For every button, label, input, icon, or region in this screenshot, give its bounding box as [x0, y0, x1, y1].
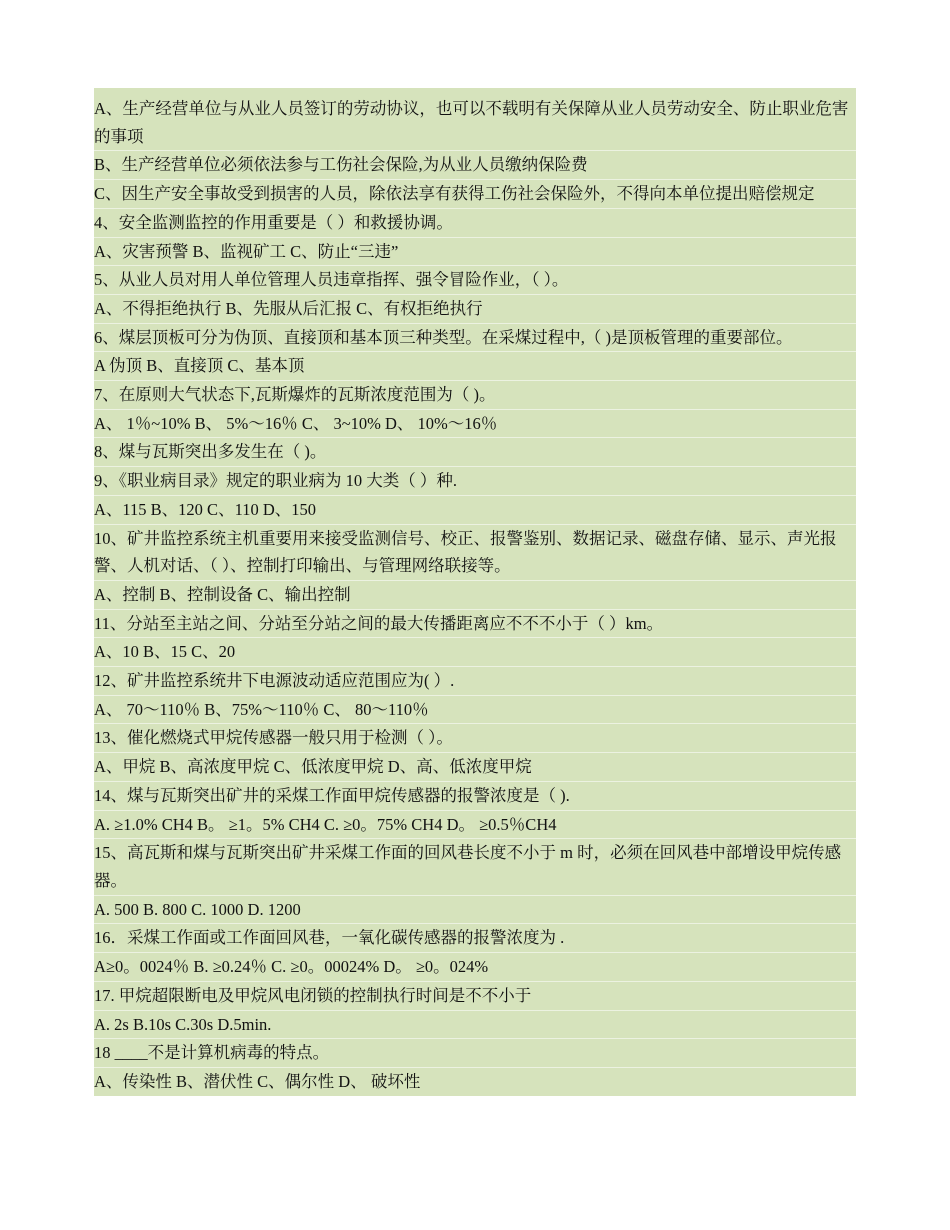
question-line: 11、分站至主站之间、分站至分站之间的最大传播距离应不不不小于（ ）km。 — [94, 610, 856, 639]
options-line: A、不得拒绝执行 B、先服从后汇报 C、有权拒绝执行 — [94, 295, 856, 324]
question-line: 15、高瓦斯和煤与瓦斯突出矿井采煤工作面的回风巷长度不小于 m 时，必须在回风巷中部增设甲烷传感器。 — [94, 839, 856, 895]
question-line: 8、煤与瓦斯突出多发生在（ )。 — [94, 438, 856, 467]
options-line: A、 70～110％ B、75%～110％ C、 80～110％ — [94, 696, 856, 725]
options-line: A、传染性 B、潜伏性 C、偶尔性 D、 破坏性 — [94, 1071, 421, 1091]
options-line: A、灾害预警 B、监视矿工 C、防止“三违” — [94, 238, 856, 267]
question-line: 4、安全监测监控的作用重要是（ ）和救援协调。 — [94, 209, 856, 238]
text-line: C、因生产安全事故受到损害的人员，除依法享有获得工伤社会保险外，不得向本单位提出赔偿规定 — [94, 180, 856, 209]
document-body — [94, 88, 856, 1096]
question-line: 9、《职业病目录》规定的职业病为 10 大类（ ）种. — [94, 467, 856, 496]
options-line: A、10 B、15 C、20 — [94, 638, 856, 667]
options-line: A 伪顶 B、直接顶 C、基本顶 — [94, 352, 856, 381]
question-line: 5、从业人员对用人单位管理人员违章指挥、强令冒险作业，（ ）。 — [94, 266, 856, 295]
question-line: 12、矿井监控系统井下电源波动适应范围应为( ）. — [94, 667, 856, 696]
question-line: 13、催化燃烧式甲烷传感器一般只用于检测（ ）。 — [94, 724, 856, 753]
options-line: A. 2s B.10s C.30s D.5min. — [94, 1011, 856, 1040]
options-line: A. 500 B. 800 C. 1000 D. 1200 — [94, 896, 856, 925]
question-line: 7、在原则大气状态下,瓦斯爆炸的瓦斯浓度范围为（ )。 — [94, 381, 856, 410]
options-line: A、甲烷 B、高浓度甲烷 C、低浓度甲烷 D、高、低浓度甲烷 — [94, 753, 856, 782]
question-line: 10、矿井监控系统主机重要用来接受监测信号、校正、报警鉴别、数据记录、磁盘存储、显示、声光报警、人机对话、（ ）、控制打印输出、与管理网络联接等。 — [94, 525, 856, 581]
text-line: A、生产经营单位与从业人员签订的劳动协议，也可以不载明有关保障从业人员劳动安全、防止职业危害的事项 — [94, 88, 856, 151]
question-line: 6、煤层顶板可分为伪顶、直接顶和基本顶三种类型。在采煤过程中,（ )是顶板管理的重要部位。 — [94, 324, 856, 353]
options-line: A、控制 B、控制设备 C、输出控制 — [94, 581, 856, 610]
options-line: A≥0。0024％ B. ≥0.24％ C. ≥0。00024% D。 ≥0。024% — [94, 953, 856, 982]
question-line: 17. 甲烷超限断电及甲烷风电闭锁的控制执行时间是不不小于 — [94, 982, 856, 1011]
question-line: 14、煤与瓦斯突出矿井的采煤工作面甲烷传感器的报警浓度是（ ). — [94, 782, 856, 811]
text-line: B、生产经营单位必须依法参与工伤社会保险,为从业人员缴纳保险费 — [94, 151, 856, 180]
options-line: A、115 B、120 C、110 D、150 — [94, 496, 856, 525]
question-line: 16．采煤工作面或工作面回风巷，一氧化碳传感器的报警浓度为 . — [94, 924, 856, 953]
options-line: A. ≥1.0% CH4 B。 ≥1。5% CH4 C. ≥0。75% CH4 D。 ≥0.5％CH4 — [94, 811, 856, 840]
options-line: A、 1％~10% B、 5%～16％ C、 3~10% D、 10%～16％ — [94, 410, 856, 439]
question-line: 18 ____不是计算机病毒的特点。 — [94, 1039, 856, 1068]
